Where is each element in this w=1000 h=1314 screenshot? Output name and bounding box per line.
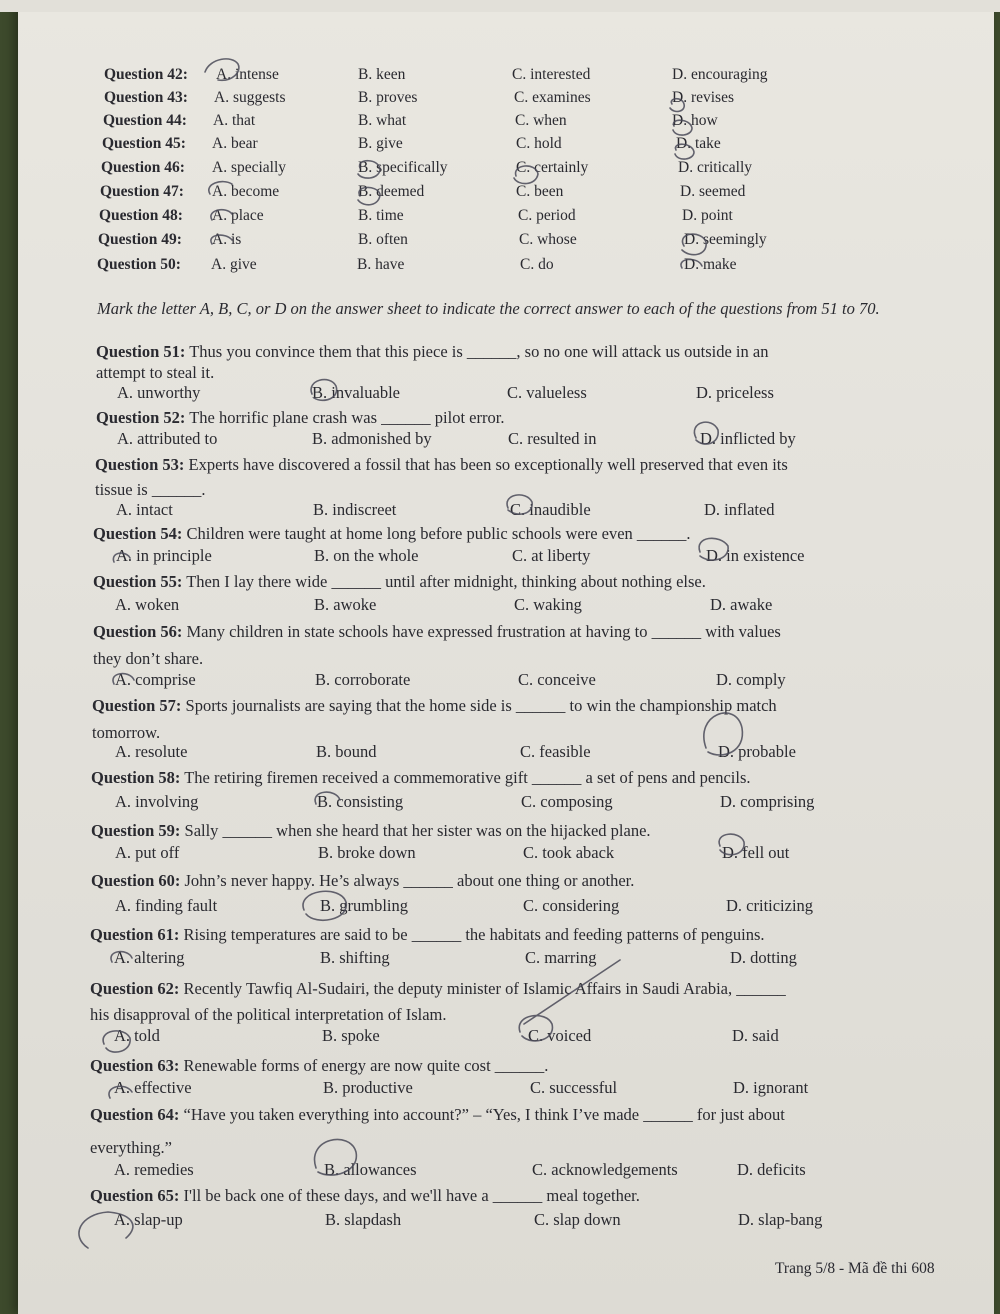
question-58-options: [0, 792, 1000, 816]
question-stem: Renewable forms of energy are now quite cost ______.: [183, 1056, 549, 1075]
option-a: A. place: [212, 207, 264, 224]
option-b: B. productive: [323, 1078, 413, 1097]
option-c: C. whose: [519, 231, 577, 248]
option-a: A. finding fault: [115, 896, 218, 915]
question-stem-continued: his disapproval of the political interpretation of Islam.: [90, 1005, 447, 1024]
grid-question-45: [104, 135, 984, 159]
option-a: A. effective: [114, 1078, 192, 1097]
question-stem: Children were taught at home long before public schools were even ______.: [186, 524, 691, 543]
option-d: D. criticizing: [726, 896, 814, 915]
option-a: A. remedies: [114, 1160, 194, 1179]
question-60-options: [0, 896, 1000, 920]
option-c: C. waking: [514, 595, 582, 614]
question-label: Question 56:: [93, 622, 183, 641]
question-53: [95, 455, 788, 475]
option-d: D. dotting: [730, 948, 797, 967]
question-label: Question 47:: [100, 183, 184, 200]
question-label: Question 52:: [96, 408, 186, 427]
option-b: B. bound: [316, 742, 377, 761]
option-d: D. seemingly: [684, 231, 767, 248]
question-label: Question 42:: [104, 66, 188, 83]
option-b: B. often: [358, 231, 408, 248]
option-b: B. indiscreet: [313, 500, 397, 519]
option-c: C. do: [520, 256, 554, 273]
question-stem: Many children in state schools have expressed frustration at having to ______ with values: [186, 622, 781, 641]
option-a: A. is: [212, 231, 242, 248]
option-a: A. told: [114, 1026, 160, 1045]
question-stem-continued: they don’t share.: [93, 649, 204, 668]
option-a: A. intact: [116, 500, 173, 519]
page-top-edge: [0, 0, 1000, 12]
question-label: Question 50:: [97, 256, 181, 273]
question-stem: Sports journalists are saying that the home side is ______ to win the championship match: [185, 696, 777, 715]
option-a: A. altering: [114, 948, 185, 967]
grid-question-42: [104, 66, 984, 90]
question-label: Question 60:: [91, 871, 181, 890]
question-label: Question 62:: [90, 979, 180, 998]
option-b: B. grumbling: [320, 896, 409, 915]
option-b: B. broke down: [318, 843, 416, 862]
option-d: D. in existence: [706, 546, 805, 565]
page-footer: Trang 5/8 - Mã đề thi 608: [775, 1260, 935, 1277]
option-b: B. spoke: [322, 1026, 380, 1045]
option-a: A. put off: [115, 843, 180, 862]
question-51: [96, 342, 768, 362]
question-stem-continued: tissue is ______.: [95, 480, 206, 499]
option-a: A. involving: [115, 792, 199, 811]
option-d: D. probable: [718, 742, 796, 761]
option-c: C. successful: [530, 1078, 618, 1097]
option-b: B. shifting: [320, 948, 390, 967]
question-label: Question 54:: [93, 524, 183, 543]
option-a: A. in principle: [116, 546, 212, 565]
question-62: [90, 979, 786, 999]
option-c: C. voiced: [528, 1026, 592, 1045]
option-c: C. resulted in: [508, 429, 597, 448]
question-65-options: [0, 1210, 1000, 1234]
option-c: C. acknowledgements: [532, 1160, 678, 1179]
question-label: Question 44:: [103, 112, 187, 129]
question-59-options: [0, 843, 1000, 867]
question-stem: “Have you taken everything into account?” – “Yes, I think I’ve made ______ for just about: [183, 1105, 785, 1124]
option-b: B. time: [358, 207, 404, 224]
option-b: B. have: [357, 256, 405, 273]
option-d: D. make: [684, 256, 737, 273]
option-d: D. critically: [678, 159, 753, 176]
option-d: D. take: [676, 135, 721, 152]
question-label: Question 51:: [96, 342, 186, 361]
question-label: Question 65:: [90, 1186, 180, 1205]
option-b: B. admonished by: [312, 429, 432, 448]
question-stem: Thus you convince them that this piece is ______, so no one will attack us outside in an: [189, 342, 769, 361]
option-d: D. comply: [716, 670, 786, 689]
option-d: D. deficits: [737, 1160, 806, 1179]
option-b: B. consisting: [317, 792, 404, 811]
option-a: A. specially: [212, 159, 287, 176]
option-c: C. when: [515, 112, 567, 129]
question-stem-continued: everything.”: [90, 1138, 173, 1157]
option-b: B. invaluable: [312, 383, 400, 402]
question-64: [90, 1105, 785, 1125]
option-d: D. inflicted by: [700, 429, 796, 448]
option-a: A. attributed to: [117, 429, 218, 448]
question-62-options: [0, 1026, 1000, 1050]
option-d: D. comprising: [720, 792, 815, 811]
option-d: D. slap-bang: [738, 1210, 823, 1229]
question-stem: Rising temperatures are said to be ______ the habitats and feeding patterns of penguins.: [183, 925, 765, 944]
question-stem: Recently Tawfiq Al-Sudairi, the deputy minister of Islamic Affairs in Saudi Arabia, ______: [183, 979, 786, 998]
option-b: B. proves: [358, 89, 418, 106]
option-d: D. revises: [672, 89, 734, 106]
grid-question-43: [104, 89, 984, 113]
question-label: Question 43:: [104, 89, 188, 106]
question-63: [90, 1056, 548, 1076]
option-c: C. hold: [516, 135, 562, 152]
question-label: Question 57:: [92, 696, 182, 715]
question-55-options: [0, 595, 1000, 619]
option-a: A. unworthy: [117, 383, 201, 402]
option-a: A. comprise: [115, 670, 196, 689]
option-b: B. slapdash: [325, 1210, 402, 1229]
option-d: D. seemed: [680, 183, 746, 200]
question-label: Question 59:: [91, 821, 181, 840]
option-a: A. woken: [115, 595, 180, 614]
option-a: A. intense: [216, 66, 279, 83]
option-b: B. allowances: [324, 1160, 417, 1179]
option-b: B. awoke: [314, 595, 377, 614]
question-56: [93, 622, 781, 642]
question-label: Question 49:: [98, 231, 182, 248]
question-57: [92, 696, 777, 716]
question-60: [91, 871, 634, 891]
option-c: C. valueless: [507, 383, 587, 402]
option-a: A. bear: [212, 135, 258, 152]
question-64-options: [0, 1160, 1000, 1184]
option-b: B. keen: [358, 66, 406, 83]
option-b: B. give: [358, 135, 403, 152]
option-c: C. certainly: [516, 159, 589, 176]
question-label: Question 48:: [99, 207, 183, 224]
option-b: B. what: [358, 112, 407, 129]
grid-question-48: [99, 207, 984, 231]
option-c: C. marring: [525, 948, 597, 967]
option-a: A. suggests: [214, 89, 286, 106]
question-stem: Then I lay there wide ______ until after midnight, thinking about nothing else.: [186, 572, 706, 591]
option-b: B. deemed: [358, 183, 425, 200]
option-a: A. give: [211, 256, 257, 273]
question-stem-continued: tomorrow.: [92, 723, 161, 742]
question-stem: The retiring firemen received a commemorative gift ______ a set of pens and pencils.: [184, 768, 751, 787]
question-52: [96, 408, 504, 428]
option-b: B. specifically: [358, 159, 448, 176]
option-c: C. composing: [521, 792, 613, 811]
question-54: [93, 524, 691, 544]
grid-question-46: [101, 159, 984, 183]
question-label: Question 58:: [91, 768, 181, 787]
question-stem-continued: attempt to steal it.: [96, 363, 215, 382]
question-57-options: [0, 742, 1000, 766]
question-stem: Sally ______ when she heard that her sister was on the hijacked plane.: [184, 821, 651, 840]
grid-question-47: [100, 183, 984, 207]
question-65: [90, 1186, 640, 1206]
question-label: Question 53:: [95, 455, 185, 474]
option-c: C. inaudible: [510, 500, 591, 519]
question-stem: Experts have discovered a fossil that has been so exceptionally well preserved that even its: [188, 455, 788, 474]
option-d: D. inflated: [704, 500, 775, 519]
option-c: C. considering: [523, 896, 620, 915]
option-c: C. at liberty: [512, 546, 591, 565]
question-label: Question 63:: [90, 1056, 180, 1075]
option-c: C. slap down: [534, 1210, 621, 1229]
grid-question-50: [97, 256, 984, 280]
question-stem: The horrific plane crash was ______ pilot error.: [189, 408, 505, 427]
option-c: C. period: [518, 207, 576, 224]
option-c: C. been: [516, 183, 564, 200]
option-c: C. interested: [512, 66, 591, 83]
option-c: C. conceive: [518, 670, 596, 689]
section-instruction: Mark the letter A, B, C, or D on the answer sheet to indicate the correct answer to each of the questions from 51 to 70.: [97, 299, 880, 318]
option-d: D. awake: [710, 595, 773, 614]
option-b: B. corroborate: [315, 670, 411, 689]
option-d: D. said: [732, 1026, 779, 1045]
question-label: Question 55:: [93, 572, 183, 591]
option-d: D. fell out: [722, 843, 790, 862]
option-d: D. ignorant: [733, 1078, 809, 1097]
question-52-options: [0, 429, 1000, 453]
option-a: A. resolute: [115, 742, 188, 761]
option-b: B. on the whole: [314, 546, 419, 565]
question-61-options: [0, 948, 1000, 972]
question-51-options: [0, 383, 1000, 407]
question-label: Question 45:: [102, 135, 186, 152]
option-a: A. become: [212, 183, 280, 200]
option-d: D. priceless: [696, 383, 774, 402]
option-a: A. that: [213, 112, 256, 129]
question-56-options: [0, 670, 1000, 694]
option-d: D. how: [672, 112, 718, 129]
question-label: Question 46:: [101, 159, 185, 176]
grid-question-44: [104, 112, 984, 136]
question-59: [91, 821, 651, 841]
question-stem: John’s never happy. He’s always ______ about one thing or another.: [184, 871, 635, 890]
question-58: [91, 768, 751, 788]
question-55: [93, 572, 706, 592]
question-54-options: [0, 546, 1000, 570]
option-c: C. feasible: [520, 742, 591, 761]
option-d: D. point: [682, 207, 733, 224]
option-c: C. examines: [514, 89, 591, 106]
grid-question-49: [98, 231, 984, 255]
option-a: A. slap-up: [114, 1210, 183, 1229]
question-63-options: [0, 1078, 1000, 1102]
option-d: D. encouraging: [672, 66, 768, 83]
question-53-options: [0, 500, 1000, 524]
question-label: Question 61:: [90, 925, 180, 944]
question-label: Question 64:: [90, 1105, 180, 1124]
option-c: C. took aback: [523, 843, 615, 862]
question-stem: I'll be back one of these days, and we'll have a ______ meal together.: [183, 1186, 640, 1205]
question-61: [90, 925, 765, 945]
